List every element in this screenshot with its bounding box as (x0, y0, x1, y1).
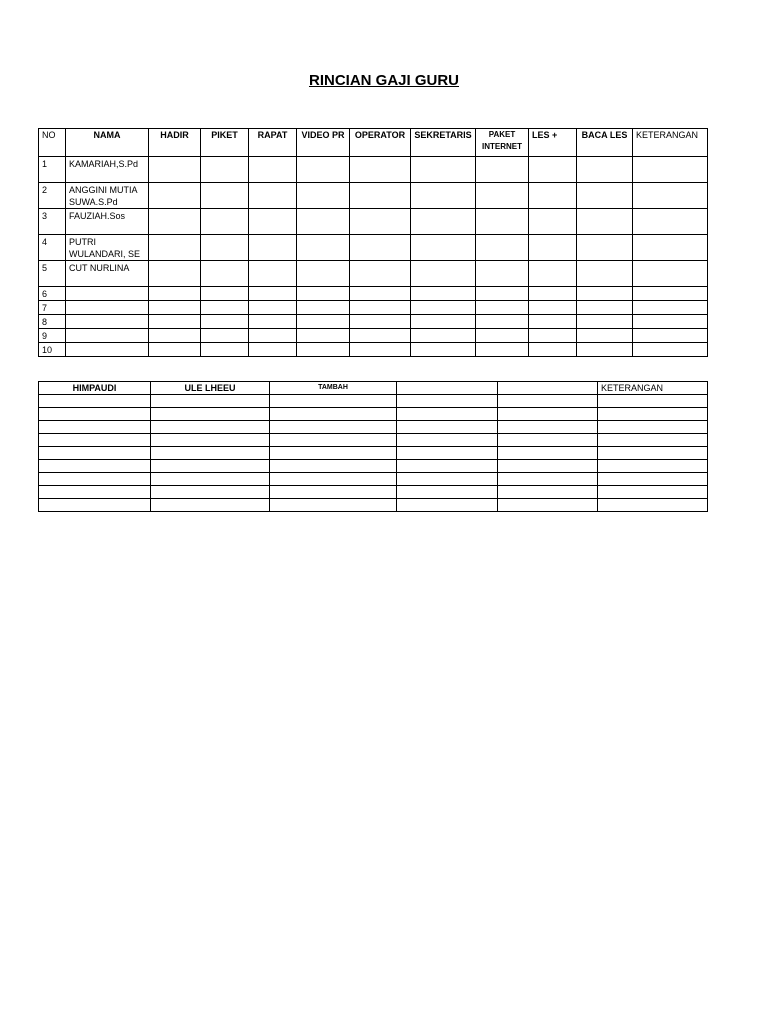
table-header-row (39, 129, 708, 157)
cell-empty (633, 235, 708, 261)
cell-nama: CUT NURLINA (66, 261, 149, 287)
cell-empty (297, 209, 350, 235)
cell-empty (397, 460, 498, 473)
cell-empty (598, 408, 708, 421)
cell-empty (577, 315, 633, 329)
cell-no: 6 (39, 287, 66, 301)
cell-empty (151, 473, 270, 486)
cell-empty (411, 329, 476, 343)
header-blank-2 (498, 382, 598, 395)
cell-empty (350, 235, 411, 261)
cell-empty (201, 287, 249, 301)
header-operator: OPERATOR (350, 129, 411, 157)
cell-empty (577, 287, 633, 301)
extra-table-header-row (39, 382, 708, 395)
cell-no: 2 (39, 183, 66, 209)
cell-empty (39, 486, 151, 499)
cell-empty (598, 499, 708, 512)
cell-empty (577, 329, 633, 343)
cell-empty (270, 486, 397, 499)
cell-empty (201, 261, 249, 287)
table-row (39, 434, 708, 447)
header-piket: PIKET (201, 129, 249, 157)
cell-nama: FAUZIAH.Sos (66, 209, 149, 235)
cell-nama (66, 343, 149, 357)
cell-empty (201, 301, 249, 315)
table-row (39, 261, 708, 287)
cell-empty (149, 329, 201, 343)
cell-empty (270, 408, 397, 421)
cell-empty (350, 301, 411, 315)
cell-empty (529, 261, 577, 287)
cell-empty (149, 315, 201, 329)
cell-empty (529, 235, 577, 261)
cell-nama (66, 301, 149, 315)
cell-empty (149, 287, 201, 301)
header-blank-1 (397, 382, 498, 395)
cell-empty (350, 261, 411, 287)
cell-empty (598, 421, 708, 434)
table-row (39, 460, 708, 473)
cell-empty (149, 157, 201, 183)
table-row (39, 209, 708, 235)
cell-empty (577, 157, 633, 183)
cell-empty (350, 183, 411, 209)
cell-empty (397, 434, 498, 447)
cell-empty (297, 343, 350, 357)
cell-empty (149, 301, 201, 315)
cell-empty (397, 395, 498, 408)
cell-empty (598, 434, 708, 447)
cell-empty (476, 301, 529, 315)
cell-empty (270, 460, 397, 473)
cell-empty (411, 301, 476, 315)
cell-empty (498, 408, 598, 421)
cell-empty (350, 209, 411, 235)
cell-empty (350, 287, 411, 301)
cell-empty (498, 421, 598, 434)
cell-empty (529, 287, 577, 301)
table-row (39, 395, 708, 408)
cell-empty (201, 235, 249, 261)
cell-empty (149, 183, 201, 209)
cell-empty (411, 157, 476, 183)
cell-empty (577, 261, 633, 287)
header-les-plus: LES + (529, 129, 577, 157)
table-row (39, 473, 708, 486)
cell-empty (201, 329, 249, 343)
header-video-pr: VIDEO PR (297, 129, 350, 157)
cell-empty (633, 329, 708, 343)
cell-empty (249, 235, 297, 261)
cell-no: 9 (39, 329, 66, 343)
cell-empty (411, 235, 476, 261)
cell-empty (151, 499, 270, 512)
cell-empty (350, 315, 411, 329)
cell-empty (411, 183, 476, 209)
cell-empty (297, 301, 350, 315)
cell-empty (633, 209, 708, 235)
cell-empty (201, 315, 249, 329)
cell-nama: KAMARIAH,S.Pd (66, 157, 149, 183)
cell-no: 3 (39, 209, 66, 235)
cell-empty (529, 183, 577, 209)
cell-nama: ANGGINI MUTIA SUWA.S.Pd (66, 183, 149, 209)
cell-no: 10 (39, 343, 66, 357)
cell-empty (39, 499, 151, 512)
header-rapat: RAPAT (249, 129, 297, 157)
cell-nama (66, 329, 149, 343)
table-row (39, 301, 708, 315)
cell-empty (149, 209, 201, 235)
cell-empty (350, 157, 411, 183)
cell-empty (201, 183, 249, 209)
cell-empty (476, 209, 529, 235)
cell-empty (270, 434, 397, 447)
cell-empty (577, 209, 633, 235)
cell-empty (149, 235, 201, 261)
cell-empty (633, 343, 708, 357)
cell-empty (476, 287, 529, 301)
cell-empty (151, 486, 270, 499)
cell-empty (498, 499, 598, 512)
cell-empty (476, 261, 529, 287)
cell-empty (149, 343, 201, 357)
header-nama: NAMA (66, 129, 149, 157)
cell-empty (249, 261, 297, 287)
cell-empty (476, 315, 529, 329)
header-ule-lheeu: ULE LHEEU (151, 382, 270, 395)
cell-empty (577, 301, 633, 315)
table-row (39, 447, 708, 460)
cell-empty (270, 421, 397, 434)
cell-empty (297, 261, 350, 287)
cell-empty (476, 343, 529, 357)
salary-detail-table (38, 128, 708, 357)
cell-empty (529, 343, 577, 357)
header-hadir: HADIR (149, 129, 201, 157)
cell-empty (598, 460, 708, 473)
cell-empty (39, 421, 151, 434)
cell-empty (39, 460, 151, 473)
cell-empty (149, 261, 201, 287)
cell-empty (297, 329, 350, 343)
cell-empty (249, 157, 297, 183)
cell-empty (297, 287, 350, 301)
cell-empty (151, 447, 270, 460)
cell-empty (201, 343, 249, 357)
cell-empty (201, 209, 249, 235)
cell-empty (476, 183, 529, 209)
cell-no: 5 (39, 261, 66, 287)
cell-empty (411, 315, 476, 329)
cell-empty (249, 209, 297, 235)
cell-empty (598, 473, 708, 486)
table-row (39, 287, 708, 301)
cell-empty (297, 157, 350, 183)
cell-empty (411, 287, 476, 301)
cell-empty (249, 301, 297, 315)
cell-empty (397, 499, 498, 512)
header-paket-internet: PAKET INTERNET (476, 129, 529, 157)
cell-empty (498, 395, 598, 408)
header-himpaudi: HIMPAUDI (39, 382, 151, 395)
header-no: NO (39, 129, 66, 157)
cell-empty (577, 343, 633, 357)
cell-empty (39, 447, 151, 460)
cell-empty (411, 261, 476, 287)
cell-empty (529, 157, 577, 183)
table-row (39, 421, 708, 434)
cell-no: 4 (39, 235, 66, 261)
cell-empty (498, 447, 598, 460)
cell-empty (151, 434, 270, 447)
cell-empty (249, 343, 297, 357)
table-row (39, 329, 708, 343)
cell-empty (249, 329, 297, 343)
cell-empty (498, 486, 598, 499)
cell-empty (411, 209, 476, 235)
cell-empty (529, 329, 577, 343)
cell-empty (151, 421, 270, 434)
header-keterangan: KETERANGAN (633, 129, 708, 157)
cell-empty (476, 157, 529, 183)
cell-empty (498, 460, 598, 473)
cell-empty (397, 473, 498, 486)
cell-no: 7 (39, 301, 66, 315)
header-tambah: TAMBAH (270, 382, 397, 395)
cell-empty (633, 287, 708, 301)
cell-empty (598, 395, 708, 408)
header-baca-les: BACA LES (577, 129, 633, 157)
cell-empty (270, 395, 397, 408)
cell-empty (577, 183, 633, 209)
cell-empty (270, 447, 397, 460)
cell-no: 8 (39, 315, 66, 329)
document-title: RINCIAN GAJI GURU (308, 72, 459, 89)
cell-empty (529, 301, 577, 315)
cell-nama: PUTRI WULANDARI, SE (66, 235, 149, 261)
cell-empty (577, 235, 633, 261)
table-row (39, 486, 708, 499)
cell-empty (633, 315, 708, 329)
cell-empty (39, 434, 151, 447)
cell-empty (151, 395, 270, 408)
cell-empty (529, 209, 577, 235)
header-sekretaris: SEKRETARIS (411, 129, 476, 157)
cell-empty (598, 486, 708, 499)
table-row (39, 408, 708, 421)
cell-empty (39, 408, 151, 421)
cell-empty (151, 460, 270, 473)
cell-empty (476, 329, 529, 343)
table-row (39, 343, 708, 357)
cell-empty (297, 315, 350, 329)
cell-empty (350, 343, 411, 357)
cell-empty (397, 486, 498, 499)
cell-empty (598, 447, 708, 460)
table-row (39, 183, 708, 209)
cell-empty (270, 499, 397, 512)
cell-empty (270, 473, 397, 486)
table-row (39, 157, 708, 183)
cell-nama (66, 287, 149, 301)
cell-empty (249, 287, 297, 301)
cell-empty (529, 315, 577, 329)
cell-empty (633, 157, 708, 183)
cell-empty (39, 395, 151, 408)
table-row (39, 315, 708, 329)
cell-empty (151, 408, 270, 421)
cell-empty (397, 447, 498, 460)
cell-empty (201, 157, 249, 183)
cell-empty (39, 473, 151, 486)
cell-empty (397, 421, 498, 434)
cell-empty (498, 434, 598, 447)
cell-empty (297, 183, 350, 209)
cell-nama (66, 315, 149, 329)
cell-empty (249, 183, 297, 209)
cell-empty (249, 315, 297, 329)
extra-table (38, 381, 708, 512)
cell-empty (350, 329, 411, 343)
cell-empty (498, 473, 598, 486)
cell-empty (397, 408, 498, 421)
cell-empty (633, 301, 708, 315)
cell-empty (411, 343, 476, 357)
cell-empty (297, 235, 350, 261)
table-row (39, 499, 708, 512)
table-row (39, 235, 708, 261)
cell-empty (633, 261, 708, 287)
cell-empty (476, 235, 529, 261)
cell-no: 1 (39, 157, 66, 183)
header-keterangan-2: KETERANGAN (598, 382, 708, 395)
cell-empty (633, 183, 708, 209)
